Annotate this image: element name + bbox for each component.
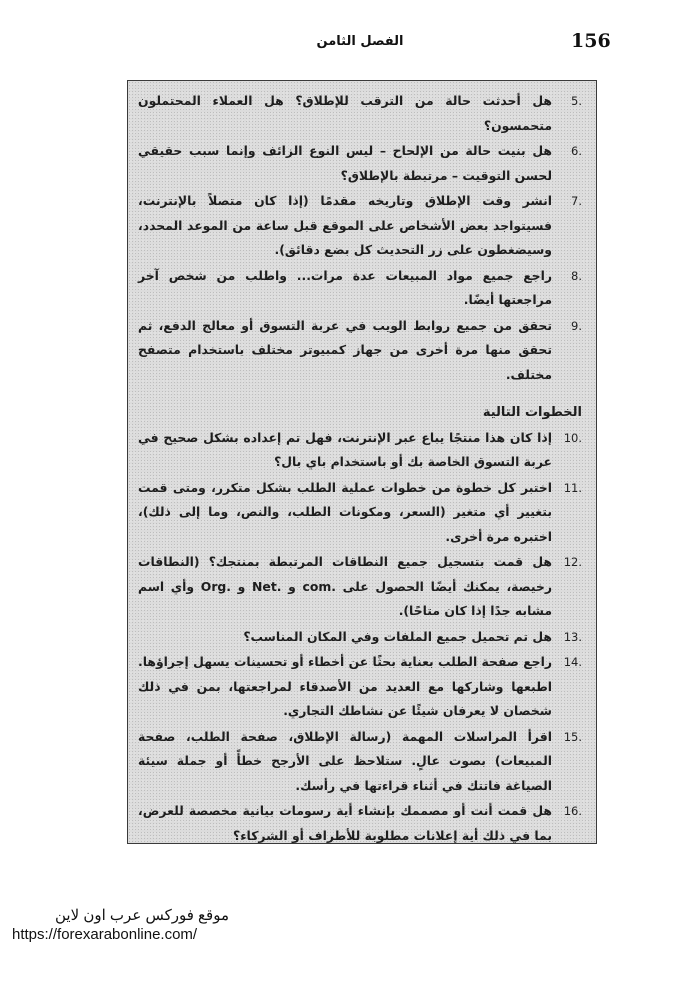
item-text: هل بنيت حالة من الإلحاح – ليس النوع الزائف وإنما سبب حقيقي لحسن التوقيت – مرتبطة بالإطلاق؟ xyxy=(138,143,552,183)
item-number: 14. xyxy=(563,655,582,669)
item-number: 13. xyxy=(563,629,582,644)
item-text: هل قمت بتسجيل جميع النطاقات المرتبطة بمنتجك؟ (النطاقات رخيصة، يمكنك أيضًا الحصول على .com و .Net و .Org وأي اسم مشابه جدًا إذا كان متاحًا). xyxy=(138,554,552,618)
watermark-site-name: موقع فوركس عرب اون لاين xyxy=(55,907,229,924)
chapter-title: الفصل الثامن xyxy=(316,34,404,49)
item-text: راجع صفحة الطلب بعناية بحثًا عن أخطاء أو تحسينات يسهل إجراؤها. اطبعها وشاركها مع العديد من الأصدقاء لمراجعتها، بمن في ذلك شخصان لا يعرفان شيئًا عن نشاطك التجاري. xyxy=(138,654,552,718)
item-number: 12. xyxy=(563,555,582,569)
checklist-item-6 xyxy=(138,139,582,188)
item-text: إذا كان هذا منتجًا يباع عبر الإنترنت، فهل تم إعداده بشكل صحيح في عربة التسوق الخاصة بك أو باستخدام باي بال؟ xyxy=(138,429,552,469)
item-text: هل تم تحميل جميع الملفات وفي المكان المناسب؟ xyxy=(243,628,552,644)
checklist-item-9 xyxy=(138,314,582,388)
item-number: 8. xyxy=(571,268,582,283)
item-number: 5. xyxy=(571,94,582,108)
item-number: 10. xyxy=(563,430,582,445)
watermark-url[interactable]: https://forexarabonline.com/ xyxy=(12,926,198,943)
item-number: 15. xyxy=(563,729,582,744)
checklist-item-10 xyxy=(138,426,582,475)
checklist-item-13 xyxy=(138,625,582,650)
section-heading-next-steps: الخطوات التالية xyxy=(482,405,582,420)
checklist-item-12 xyxy=(138,550,582,624)
item-number: 6. xyxy=(571,144,582,158)
checklist-item-7 xyxy=(138,189,582,263)
item-text: اقرأ المراسلات المهمة (رسالة الإطلاق، صفحة الطلب، صفحة المبيعات) بصوت عالٍ. ستلاحظ على الأرجح خطأً أو جملة سيئة الصياغة فاتتك في أثناء قراءتها في رأسك. xyxy=(138,728,552,793)
item-text: انشر وقت الإطلاق وتاريخه مقدمًا (إذا كان متصلاً بالإنترنت، فسيتواجد بعض الأشخاص على الموقع قبل ساعة من الموعد المحدد، وسيضغطون على زر التحديث كل بضع دقائق). xyxy=(138,193,552,257)
item-text: اختبر كل خطوة من خطوات عملية الطلب بشكل متكرر، ومتى قمت بتغيير أي متغير (السعر، ومكونات الطلب، والنص، وما إلى ذلك)، اختبره مرة أخرى. xyxy=(138,479,552,544)
item-number: 9. xyxy=(571,318,582,333)
item-text: هل قمت أنت أو مصممك بإنشاء أية رسومات بيانية مخصصة للعرض، بما في ذلك أية إعلانات مطلوبة للأطراف أو الشركاء؟ xyxy=(138,803,552,843)
item-text: تحقق من جميع روابط الويب في عربة التسوق أو معالج الدفع، ثم تحقق منها مرة أخرى من جهاز كمبيوتر مختلف باستخدام متصفح مختلف. xyxy=(138,317,552,382)
checklist-box xyxy=(127,80,597,844)
item-number: 11. xyxy=(563,480,582,495)
item-number: 16. xyxy=(563,804,582,818)
checklist-content xyxy=(138,89,582,849)
checklist-item-14 xyxy=(138,650,582,724)
item-text: هل أحدثت حالة من الترقب للإطلاق؟ هل العملاء المحتملون متحمسون؟ xyxy=(138,93,552,133)
item-text: راجع جميع مواد المبيعات عدة مرات... واطلب من شخص آخر مراجعتها أيضًا. xyxy=(138,267,552,307)
checklist-item-11 xyxy=(138,476,582,550)
page-number: 156 xyxy=(571,30,611,52)
checklist-item-15 xyxy=(138,725,582,799)
checklist-item-16 xyxy=(138,799,582,848)
checklist-item-8 xyxy=(138,264,582,313)
checklist-item-5 xyxy=(138,89,582,138)
item-number: 7. xyxy=(571,194,582,208)
watermark xyxy=(12,906,272,944)
